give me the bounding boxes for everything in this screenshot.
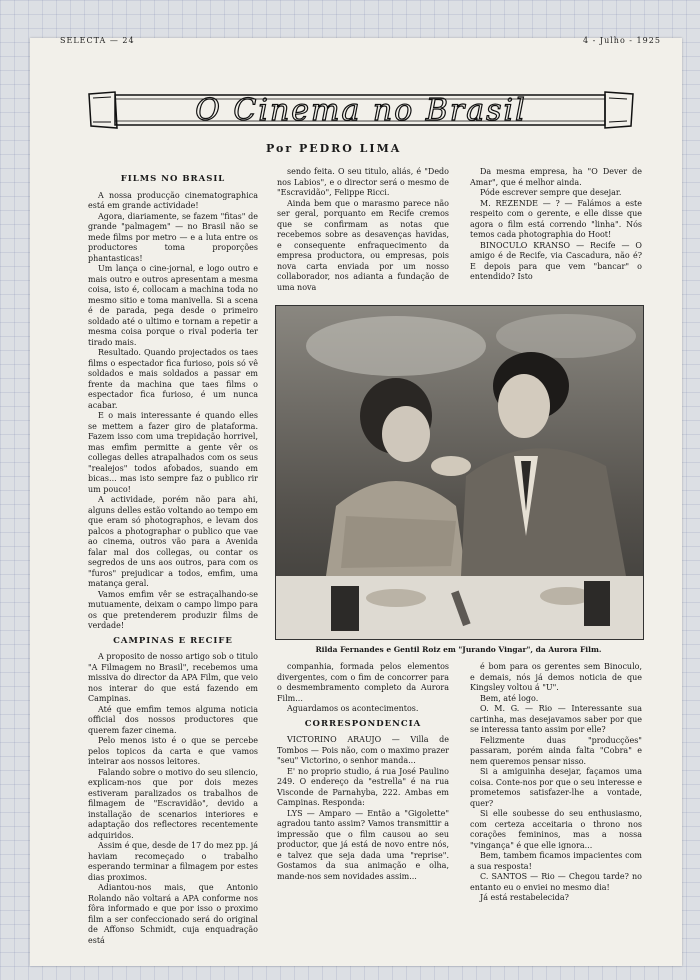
paragraph: Adiantou-nos mais, que Antonio Rolando não voltará a APA conforme nos fôra informado e que por isso o proximo film a ser confeccionado será do original de Affonso Schmidt, cuja enquadração está — [88, 883, 258, 945]
paragraph: Si a amiguinha desejar, façamos uma coisa. Conte-nos por que o seu interesse e prometemos satisfazer-lhe a vontade, quer? — [470, 767, 642, 808]
photo-illustration — [276, 306, 643, 639]
film-still-photo — [275, 305, 644, 640]
paragraph: M. REZENDE — ? — Falámos a este respeito com o gerente, e elle disse que agora o film está correndo "linha". Nós temos cada photographia do Hoot! — [470, 198, 642, 239]
paragraph: Da mesma empresa, ha "O Dever de Amar", que é melhor ainda. — [470, 167, 642, 187]
paragraph: é bom para os gerentes sem Binoculo, e demais, nós já demos noticia de que Kingsley voltou á "U". — [470, 662, 642, 692]
paragraph: LYS — Amparo — Então a "Gigolette" agradou tanto assim? Vamos transmittir a impressão que o film causou ao seu productor, que já está de novo entre nós, e talvez que seja dada uma "reprise". Gostamos da sua animação e olha, mande-nos sem novidades assim... — [277, 808, 449, 881]
paragraph: O. M. G. — Rio — Interessante sua cartinha, mas desejavamos saber por que se interessa tanto assim por elle? — [470, 704, 642, 734]
paragraph: A proposito de nosso artigo sob o titulo "A Filmagem no Brasil", recebemos uma missiva do director da APA Film, que veio nos interar do que está fazendo em Campinas. — [88, 652, 258, 703]
page-title: O Cinema no Brasil — [195, 92, 527, 128]
paragraph: Bem, até logo. — [480, 693, 539, 703]
paragraph: A nossa producção cinematographica está em grande actividade! — [88, 190, 258, 210]
paragraph: Bem, tambem ficamos impacientes com a sua resposta! — [470, 851, 642, 871]
paragraph: Póde escrever sempre que desejar. — [480, 188, 622, 197]
paragraph: Aguardamos os acontecimentos. — [287, 704, 419, 713]
paragraph: Já está restabelecida? — [480, 893, 569, 902]
paragraph: Até que emfim temos alguma noticia official dos nossos productores que querem fazer cinema. — [88, 704, 258, 735]
byline: Por PEDRO LIMA — [266, 142, 402, 155]
section-heading-films: FILMS NO BRASIL — [120, 174, 226, 184]
paragraph: VICTORINO ARAUJO — Villa de Tombos — Pois não, com o maximo prazer "seu" Victorino, o senhor manda... — [277, 735, 449, 765]
paragraph: Agora, diariamente, se fazem "fitas" de grande "palmagem" — no Brasil não se mede films por metro — e a luta entre os productores toma proporções phantasticas! — [88, 211, 258, 263]
photo-caption: Rilda Fernandes e Gentil Roiz em "Jurando Vingar", da Aurora Film. — [315, 645, 602, 654]
column-3-bottom — [470, 662, 642, 912]
section-heading-correspondencia: CORRESPONDENCIA — [304, 718, 422, 729]
section-heading-campinas: CAMPINAS E RECIFE — [113, 635, 233, 646]
column-1 — [88, 170, 258, 945]
page-header-date: 4 - Julho - 1925 — [583, 36, 661, 45]
paragraph: Ainda bem que o marasmo parece não ser geral, porquanto em Recife cremos que se confirmam as notas que recebemos sobre as desavenças havidas, e consequente enfraquecimento da empresa productora, ou empresas, pois nova carta enviada por um nosso collaborador, nos adianta a fundação de uma nova — [277, 198, 449, 292]
paragraph: companhia, formada pelos elementos divergentes, com o fim de concorrer para o desmembramento completo da Aurora Film... — [277, 662, 449, 703]
column-2-top — [277, 167, 449, 299]
paragraph: sendo feita. O seu titulo, aliás, é "Dedo nos Labios", e o director será o mesmo de "Escravidão", Felippe Ricci. — [277, 167, 449, 197]
paragraph: Pelo menos isto é o que se percebe pelos topicos da carta e que vamos inteirar aos nossos leitores. — [88, 736, 258, 766]
paragraph: Felizmente duas "producções" passaram, porém ainda falta "Cobra" e nem queremos pensar nisso. — [470, 735, 642, 766]
paragraph: BINOCULO KRANSO — Recife — O amigo é de Recife, via Cascadura, não é? E depois para que vem "bancar" o entendido? Isto — [470, 240, 642, 281]
paragraph: Si elle soubesse do seu enthusiasmo, com certeza acceitaria o throno nos corações femininos, mas a nossa "vingança" é que elle ignora... — [470, 809, 642, 850]
column-2-bottom — [277, 662, 449, 912]
title-banner — [87, 88, 635, 132]
paragraph: Resultado. Quando projectados os taes films o espectador fica furioso, pois só vê soldados e mais soldados a passar em frente da machina que taes films o espectador fica furioso, é um nunca acabar. — [88, 348, 258, 410]
page-header-left: SELECTA — 24 — [60, 36, 135, 45]
paragraph: A actividade, porém não para ahi, alguns delles estão voltando ao tempo em que eram só photographos, e levam dos palcos a photographar o publico que vae ao cinema, outros vão para a Avenida falar mal dos collegas, ou contar os segredos de uns aos outros, para com os "furos" prejudicar a todos, emfim, uma matança geral. — [88, 495, 258, 588]
paragraph: Assim é que, desde de 17 do mez pp. já haviam recomeçado o trabalho esperando terminar a filmagem por estes dias proximos. — [88, 841, 258, 882]
paragraph: E o mais interessante é quando elles se mettem a fazer giro de plataforma. Fazem isso com uma trepidação horrivel, mas emfim permitte a gente vêr os collegas delles atrapalhados com os seus "realejos" todos afobados, suando em bicas... mas isto sempre faz o publico rir um pouco! — [88, 411, 258, 494]
paragraph: Vamos emfim vêr se estraçalhando-se mutuamente, deixam o campo limpo para os que pretenderem produzir films de verdade! — [88, 589, 258, 630]
paragraph: Um lança o cine-jornal, e logo outro e mais outro e outros apresentam a mesma coisa, isto é, collocam a machina toda no mesmo sitio e toma manivella. Si a scena é de parada, pega desde o primeiro soldado até o ultimo e tornam a repetir a mesma coisa porque o rival poderia ter tirado mais. — [88, 264, 258, 347]
paragraph: E' no proprio studio, á rua José Paulino 249. O endereço da "estrella" é na rua Visconde de Parnahyba, 222. Ambas em Campinas. Responda: — [277, 766, 449, 807]
paragraph: Falando sobre o motivo do seu silencio, explicam-nos que por dois mezes estiveram paralizados os trabalhos de filmagem de "Escravidão", devido a installação de scenarios interiores e adaptação dos reflectores recentemente adquiridos. — [88, 767, 258, 840]
column-3-top — [470, 167, 642, 299]
paragraph: C. SANTOS — Rio — Chegou tarde? no entanto eu o enviei no mesmo dia! — [470, 872, 642, 892]
